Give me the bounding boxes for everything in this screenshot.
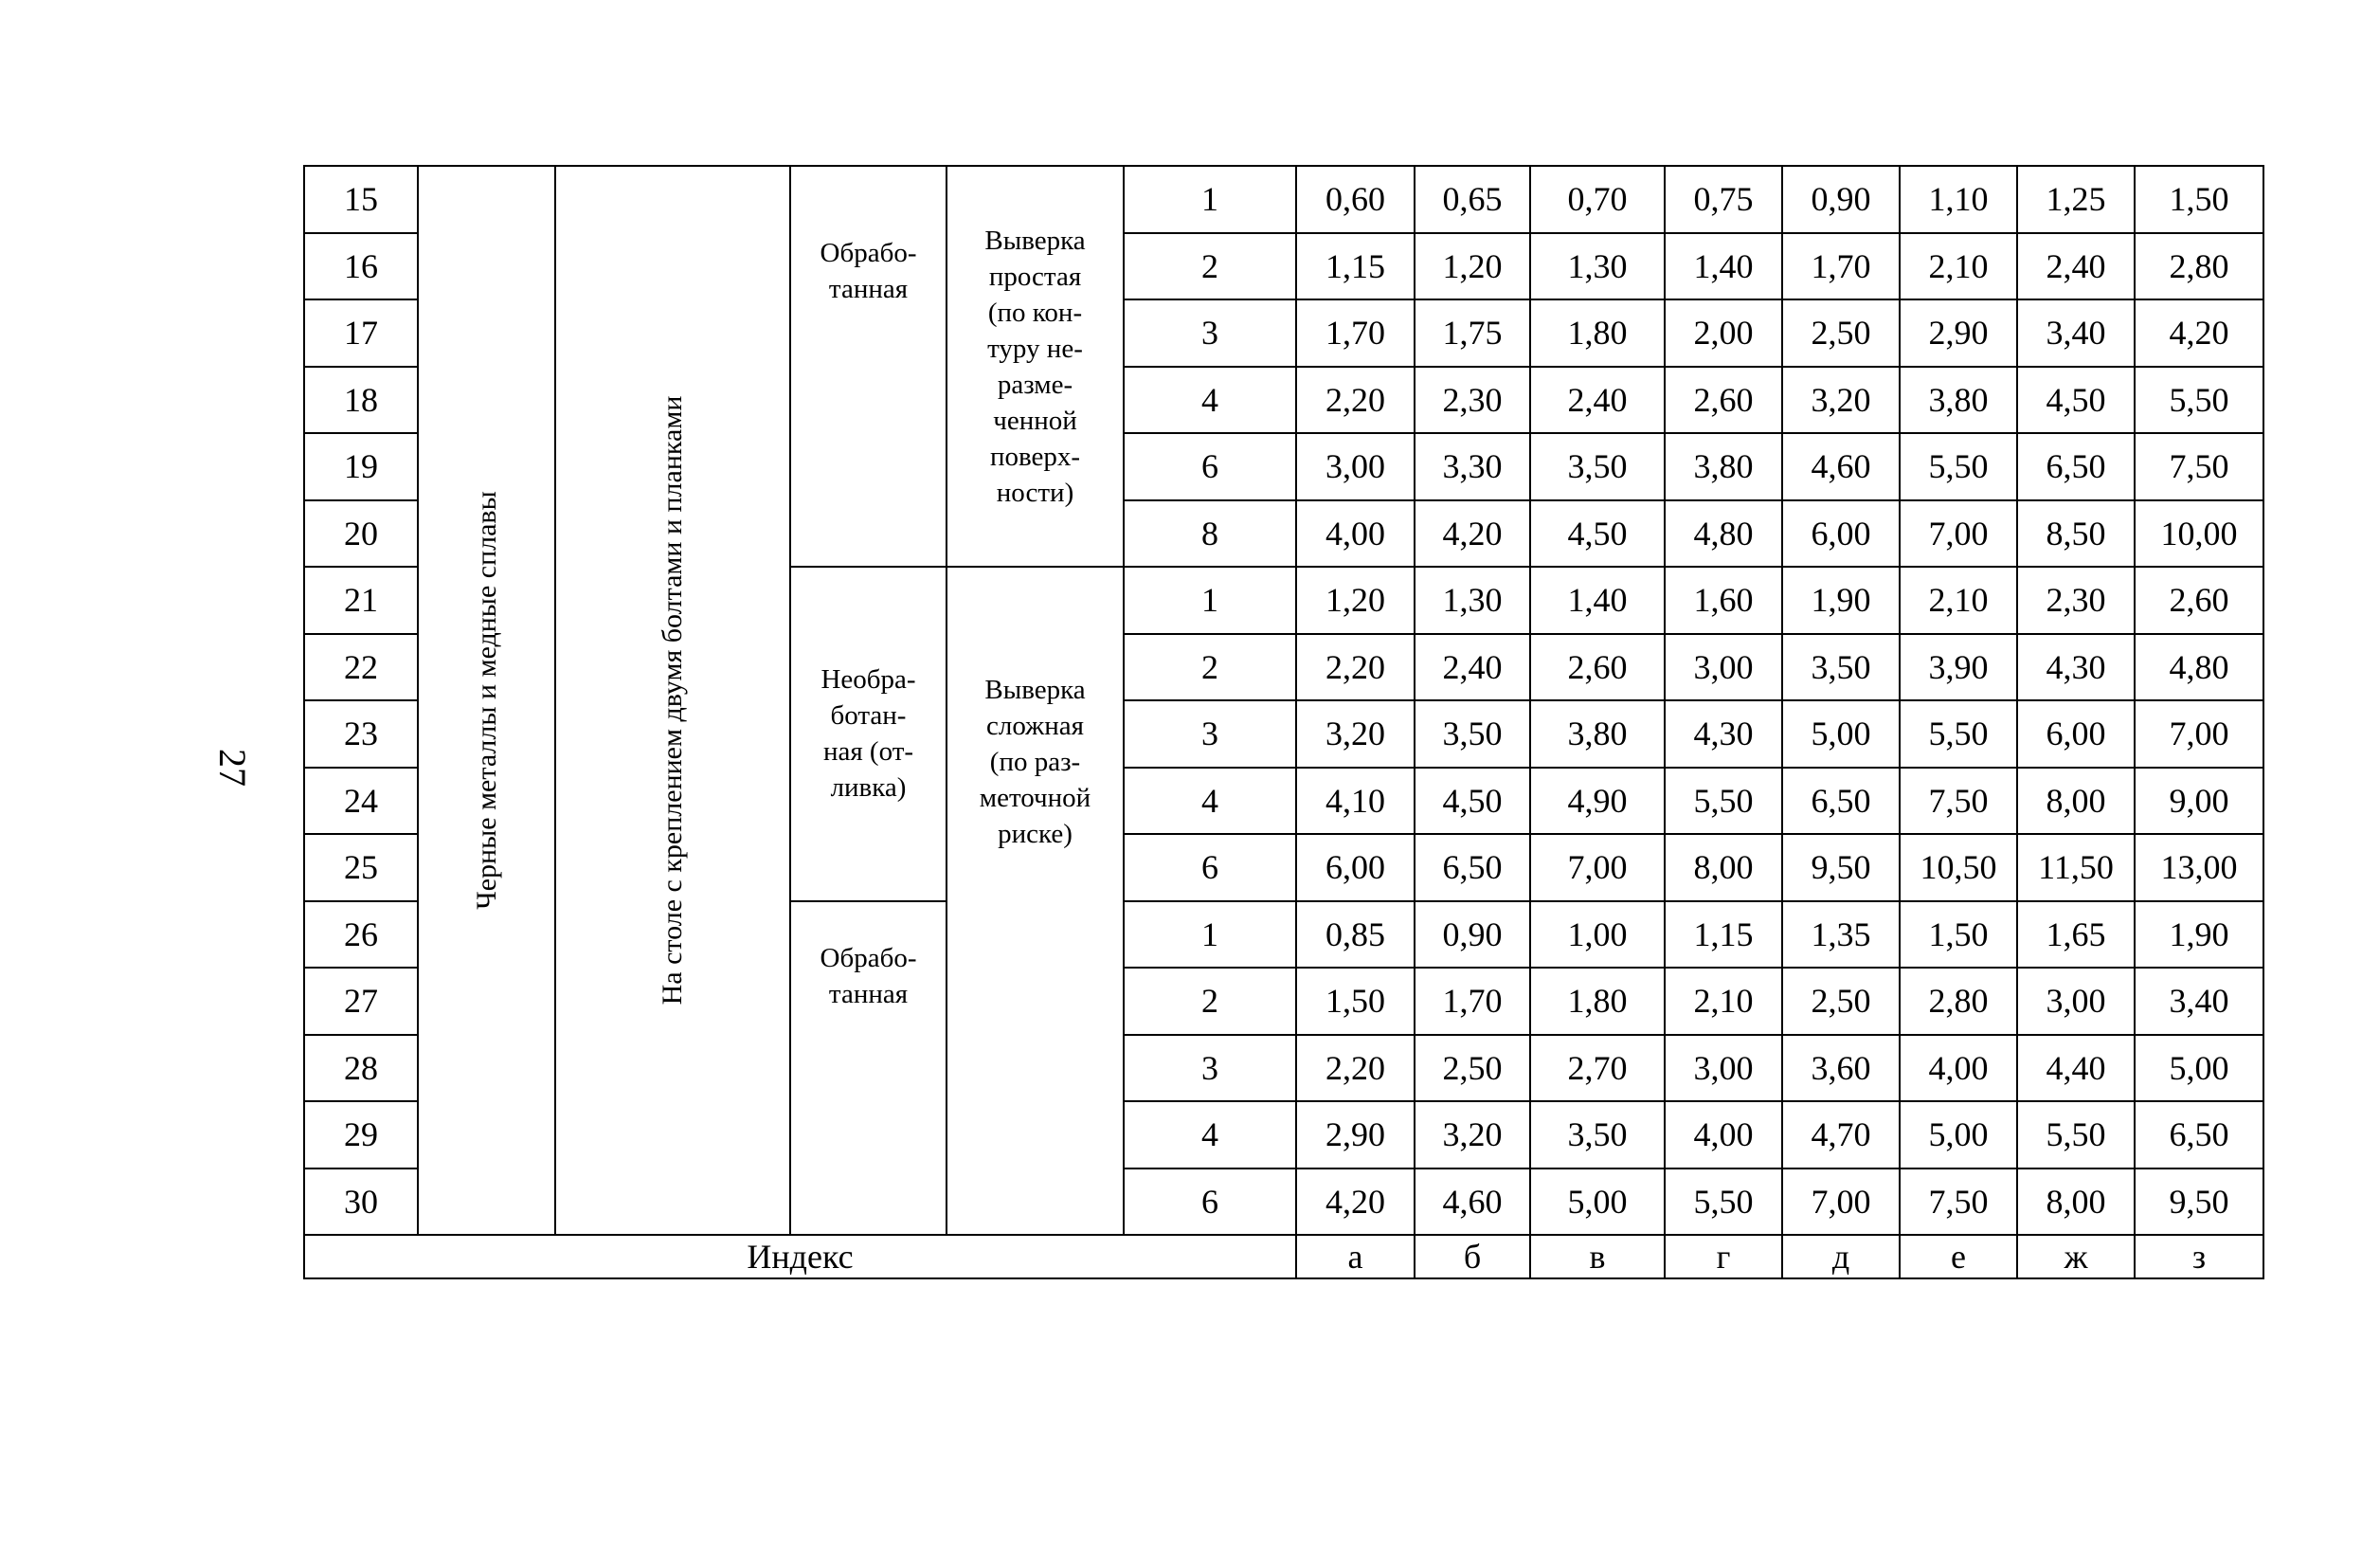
value-cell: 1,20 bbox=[1296, 567, 1415, 634]
value-cell: 5,00 bbox=[1900, 1101, 2017, 1168]
surface-cell: Обрабо- танная bbox=[790, 901, 947, 1236]
value-cell: 1,60 bbox=[1665, 567, 1782, 634]
index-letter: е bbox=[1900, 1235, 2017, 1278]
index-letter: д bbox=[1782, 1235, 1900, 1278]
size-cell: 2 bbox=[1124, 968, 1296, 1035]
value-cell: 4,60 bbox=[1415, 1168, 1530, 1236]
value-cell: 2,50 bbox=[1782, 299, 1900, 367]
value-cell: 3,50 bbox=[1530, 1101, 1665, 1168]
value-cell: 1,65 bbox=[2017, 901, 2135, 969]
value-cell: 3,80 bbox=[1900, 367, 2017, 434]
fastening-cell bbox=[555, 166, 790, 1235]
row-number: 18 bbox=[304, 367, 418, 434]
value-cell: 2,30 bbox=[1415, 367, 1530, 434]
value-cell: 0,70 bbox=[1530, 166, 1665, 233]
value-cell: 6,50 bbox=[1415, 834, 1530, 901]
value-cell: 5,50 bbox=[1665, 768, 1782, 835]
table-row bbox=[304, 166, 2263, 233]
value-cell: 3,20 bbox=[1296, 700, 1415, 768]
value-cell: 1,90 bbox=[2135, 901, 2263, 969]
value-cell: 2,50 bbox=[1415, 1035, 1530, 1102]
value-cell: 10,00 bbox=[2135, 500, 2263, 568]
value-cell: 4,20 bbox=[1415, 500, 1530, 568]
value-cell: 5,50 bbox=[2017, 1101, 2135, 1168]
value-cell: 4,00 bbox=[1665, 1101, 1782, 1168]
value-cell: 2,40 bbox=[2017, 233, 2135, 300]
value-cell: 2,10 bbox=[1900, 233, 2017, 300]
value-cell: 2,90 bbox=[1900, 299, 2017, 367]
value-cell: 2,00 bbox=[1665, 299, 1782, 367]
value-cell: 4,50 bbox=[1530, 500, 1665, 568]
value-cell: 1,15 bbox=[1665, 901, 1782, 969]
value-cell: 1,70 bbox=[1782, 233, 1900, 300]
value-cell: 4,20 bbox=[1296, 1168, 1415, 1236]
value-cell: 3,00 bbox=[1665, 634, 1782, 701]
value-cell: 6,00 bbox=[1296, 834, 1415, 901]
size-cell: 1 bbox=[1124, 567, 1296, 634]
value-cell: 2,20 bbox=[1296, 367, 1415, 434]
value-cell: 1,40 bbox=[1665, 233, 1782, 300]
value-cell: 2,80 bbox=[1900, 968, 2017, 1035]
size-cell: 4 bbox=[1124, 1101, 1296, 1168]
value-cell: 9,00 bbox=[2135, 768, 2263, 835]
value-cell: 6,50 bbox=[2135, 1101, 2263, 1168]
material-text: Черные металлы и медные сплавы bbox=[470, 491, 502, 910]
value-cell: 1,70 bbox=[1296, 299, 1415, 367]
value-cell: 0,90 bbox=[1782, 166, 1900, 233]
value-cell: 6,50 bbox=[2017, 433, 2135, 500]
value-cell: 3,20 bbox=[1782, 367, 1900, 434]
row-number: 16 bbox=[304, 233, 418, 300]
value-cell: 7,50 bbox=[2135, 433, 2263, 500]
value-cell: 1,35 bbox=[1782, 901, 1900, 969]
value-cell: 2,20 bbox=[1296, 634, 1415, 701]
value-cell: 4,00 bbox=[1900, 1035, 2017, 1102]
size-cell: 6 bbox=[1124, 834, 1296, 901]
value-cell: 1,50 bbox=[1296, 968, 1415, 1035]
row-number: 17 bbox=[304, 299, 418, 367]
value-cell: 4,60 bbox=[1782, 433, 1900, 500]
row-number: 25 bbox=[304, 834, 418, 901]
value-cell: 2,90 bbox=[1296, 1101, 1415, 1168]
size-cell: 2 bbox=[1124, 233, 1296, 300]
value-cell: 4,10 bbox=[1296, 768, 1415, 835]
value-cell: 8,00 bbox=[1665, 834, 1782, 901]
value-cell: 3,00 bbox=[1296, 433, 1415, 500]
size-cell: 8 bbox=[1124, 500, 1296, 568]
size-cell: 4 bbox=[1124, 768, 1296, 835]
value-cell: 4,00 bbox=[1296, 500, 1415, 568]
index-letter: ж bbox=[2017, 1235, 2135, 1278]
value-cell: 5,00 bbox=[1782, 700, 1900, 768]
value-cell: 6,00 bbox=[2017, 700, 2135, 768]
value-cell: 1,50 bbox=[2135, 166, 2263, 233]
value-cell: 3,80 bbox=[1665, 433, 1782, 500]
value-cell: 4,50 bbox=[2017, 367, 2135, 434]
size-cell: 3 bbox=[1124, 700, 1296, 768]
value-cell: 1,20 bbox=[1415, 233, 1530, 300]
value-cell: 11,50 bbox=[2017, 834, 2135, 901]
value-cell: 1,90 bbox=[1782, 567, 1900, 634]
value-cell: 7,00 bbox=[1530, 834, 1665, 901]
row-number: 19 bbox=[304, 433, 418, 500]
value-cell: 5,50 bbox=[1900, 700, 2017, 768]
value-cell: 3,40 bbox=[2135, 968, 2263, 1035]
row-number: 27 bbox=[304, 968, 418, 1035]
value-cell: 3,50 bbox=[1530, 433, 1665, 500]
value-cell: 8,00 bbox=[2017, 768, 2135, 835]
value-cell: 4,80 bbox=[2135, 634, 2263, 701]
value-cell: 4,80 bbox=[1665, 500, 1782, 568]
index-label: Индекс bbox=[304, 1235, 1296, 1278]
value-cell: 3,20 bbox=[1415, 1101, 1530, 1168]
value-cell: 2,80 bbox=[2135, 233, 2263, 300]
value-cell: 10,50 bbox=[1900, 834, 2017, 901]
value-cell: 3,90 bbox=[1900, 634, 2017, 701]
value-cell: 2,40 bbox=[1415, 634, 1530, 701]
value-cell: 1,25 bbox=[2017, 166, 2135, 233]
size-cell: 6 bbox=[1124, 433, 1296, 500]
value-cell: 9,50 bbox=[1782, 834, 1900, 901]
row-number: 15 bbox=[304, 166, 418, 233]
size-cell: 6 bbox=[1124, 1168, 1296, 1236]
value-cell: 7,50 bbox=[1900, 1168, 2017, 1236]
size-cell: 3 bbox=[1124, 299, 1296, 367]
value-cell: 9,50 bbox=[2135, 1168, 2263, 1236]
value-cell: 7,00 bbox=[1782, 1168, 1900, 1236]
index-letter: б bbox=[1415, 1235, 1530, 1278]
value-cell: 3,80 bbox=[1530, 700, 1665, 768]
value-cell: 0,65 bbox=[1415, 166, 1530, 233]
row-number: 24 bbox=[304, 768, 418, 835]
value-cell: 5,00 bbox=[2135, 1035, 2263, 1102]
value-cell: 7,50 bbox=[1900, 768, 2017, 835]
value-cell: 1,30 bbox=[1415, 567, 1530, 634]
value-cell: 3,50 bbox=[1782, 634, 1900, 701]
norm-table bbox=[303, 165, 2264, 1279]
value-cell: 4,30 bbox=[1665, 700, 1782, 768]
value-cell: 4,50 bbox=[1415, 768, 1530, 835]
row-number: 29 bbox=[304, 1101, 418, 1168]
row-number: 22 bbox=[304, 634, 418, 701]
row-number: 21 bbox=[304, 567, 418, 634]
value-cell: 3,40 bbox=[2017, 299, 2135, 367]
size-cell: 4 bbox=[1124, 367, 1296, 434]
value-cell: 4,40 bbox=[2017, 1035, 2135, 1102]
surface-cell: Обрабо- танная bbox=[790, 166, 947, 567]
value-cell: 2,40 bbox=[1530, 367, 1665, 434]
value-cell: 3,50 bbox=[1415, 700, 1530, 768]
value-cell: 2,70 bbox=[1530, 1035, 1665, 1102]
value-cell: 7,00 bbox=[1900, 500, 2017, 568]
value-cell: 0,60 bbox=[1296, 166, 1415, 233]
value-cell: 3,60 bbox=[1782, 1035, 1900, 1102]
value-cell: 2,60 bbox=[2135, 567, 2263, 634]
value-cell: 3,00 bbox=[2017, 968, 2135, 1035]
value-cell: 2,20 bbox=[1296, 1035, 1415, 1102]
value-cell: 8,00 bbox=[2017, 1168, 2135, 1236]
value-cell: 1,15 bbox=[1296, 233, 1415, 300]
value-cell: 4,90 bbox=[1530, 768, 1665, 835]
value-cell: 6,50 bbox=[1782, 768, 1900, 835]
material-cell bbox=[418, 166, 555, 1235]
surface-cell: Необра- ботан- ная (от- ливка) bbox=[790, 567, 947, 901]
value-cell: 8,50 bbox=[2017, 500, 2135, 568]
size-cell: 3 bbox=[1124, 1035, 1296, 1102]
row-number: 30 bbox=[304, 1168, 418, 1236]
value-cell: 1,80 bbox=[1530, 299, 1665, 367]
value-cell: 1,10 bbox=[1900, 166, 2017, 233]
value-cell: 4,30 bbox=[2017, 634, 2135, 701]
value-cell: 2,50 bbox=[1782, 968, 1900, 1035]
value-cell: 1,75 bbox=[1415, 299, 1530, 367]
value-cell: 3,00 bbox=[1665, 1035, 1782, 1102]
value-cell: 0,75 bbox=[1665, 166, 1782, 233]
value-cell: 1,80 bbox=[1530, 968, 1665, 1035]
size-cell: 1 bbox=[1124, 166, 1296, 233]
size-cell: 1 bbox=[1124, 901, 1296, 969]
value-cell: 5,50 bbox=[1665, 1168, 1782, 1236]
value-cell: 3,30 bbox=[1415, 433, 1530, 500]
row-number: 20 bbox=[304, 500, 418, 568]
value-cell: 7,00 bbox=[2135, 700, 2263, 768]
value-cell: 1,70 bbox=[1415, 968, 1530, 1035]
index-letter: в bbox=[1530, 1235, 1665, 1278]
index-letter: а bbox=[1296, 1235, 1415, 1278]
value-cell: 2,60 bbox=[1530, 634, 1665, 701]
value-cell: 2,60 bbox=[1665, 367, 1782, 434]
alignment-cell: Выверка простая (по кон- туру не- разме- ченной поверх- ности) bbox=[947, 166, 1124, 567]
row-number: 28 bbox=[304, 1035, 418, 1102]
value-cell: 4,70 bbox=[1782, 1101, 1900, 1168]
row-number: 23 bbox=[304, 700, 418, 768]
value-cell: 5,00 bbox=[1530, 1168, 1665, 1236]
value-cell: 2,30 bbox=[2017, 567, 2135, 634]
page-number: 27 bbox=[211, 749, 254, 787]
value-cell: 1,50 bbox=[1900, 901, 2017, 969]
value-cell: 0,85 bbox=[1296, 901, 1415, 969]
value-cell: 5,50 bbox=[1900, 433, 2017, 500]
size-cell: 2 bbox=[1124, 634, 1296, 701]
row-number: 26 bbox=[304, 901, 418, 969]
value-cell: 0,90 bbox=[1415, 901, 1530, 969]
index-row bbox=[304, 1235, 2263, 1278]
value-cell: 4,20 bbox=[2135, 299, 2263, 367]
index-letter: з bbox=[2135, 1235, 2263, 1278]
value-cell: 2,10 bbox=[1900, 567, 2017, 634]
value-cell: 1,00 bbox=[1530, 901, 1665, 969]
value-cell: 6,00 bbox=[1782, 500, 1900, 568]
index-letter: г bbox=[1665, 1235, 1782, 1278]
value-cell: 5,50 bbox=[2135, 367, 2263, 434]
fastening-text: На столе с креплением двумя болтами и планками bbox=[657, 395, 688, 1005]
alignment-cell: Выверка сложная (по раз- меточной риске) bbox=[947, 567, 1124, 1235]
value-cell: 1,40 bbox=[1530, 567, 1665, 634]
value-cell: 2,10 bbox=[1665, 968, 1782, 1035]
value-cell: 1,30 bbox=[1530, 233, 1665, 300]
value-cell: 13,00 bbox=[2135, 834, 2263, 901]
